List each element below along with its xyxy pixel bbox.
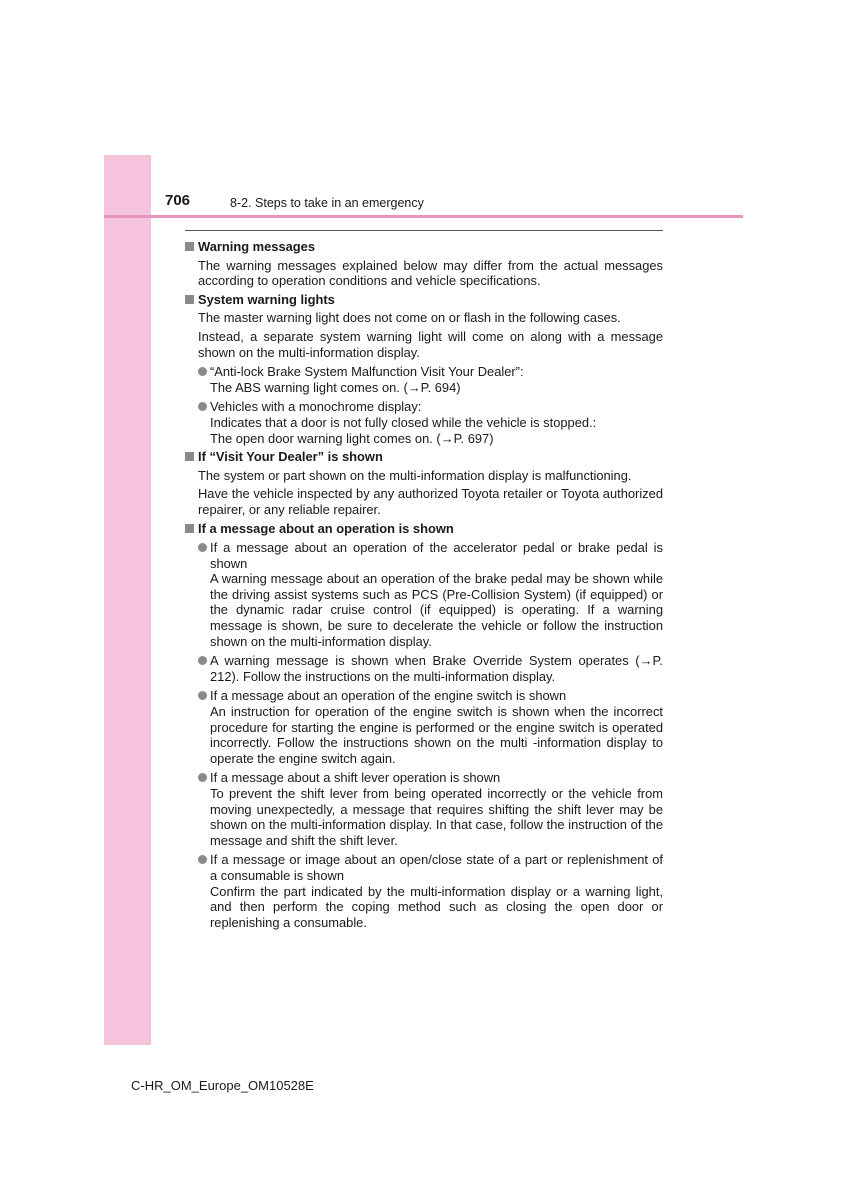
bullet-line: Confirm the part indicated by the multi-information display or a warning light, and then perform the coping method such as closing the open door or replenishing a consumable. <box>210 883 663 930</box>
bullet-line: If a message about a shift lever operation is shown <box>210 770 501 786</box>
paragraph: Have the vehicle inspected by any authorized Toyota retailer or Toyota authorized repairer, or any reliable repairer. <box>198 486 663 517</box>
round-bullet-icon <box>198 543 207 552</box>
heading-visit-your-dealer: If “Visit Your Dealer” is shown <box>185 449 663 465</box>
bullet-item <box>185 852 663 930</box>
paragraph: The master warning light does not come on or flash in the following cases. <box>198 310 621 326</box>
bullet-item <box>185 770 663 848</box>
square-bullet-icon <box>185 452 194 461</box>
heading-operation-message: If a message about an operation is shown <box>185 521 663 537</box>
round-bullet-icon <box>198 656 207 665</box>
bullet-item <box>185 653 663 684</box>
bullet-line: A warning message is shown when Brake Override System operates (→P. 212). Follow the instructions on the multi-information display. <box>210 653 663 684</box>
paragraph: Instead, a separate system warning light will come on along with a message shown on the multi-information display. <box>198 328 663 360</box>
bullet-item <box>185 399 663 446</box>
bullet-line: A warning message about an operation of the brake pedal may be shown while the driving assist systems such as PCS (Pre-Collision System) (if equipped) or the dynamic radar cruise control (if equipped) is operating. If a warning message is shown, be sure to decelerate the vehicle or follow the instruction shown on the multi-information display. <box>210 571 663 649</box>
bullet-line: Vehicles with a monochrome display: <box>210 399 422 415</box>
paragraph: The warning messages explained below may differ from the actual messages according to operation conditions and vehicle specifications. <box>198 257 663 289</box>
bullet-item <box>185 540 663 649</box>
bullet-line: If a message about an operation of the accelerator pedal or brake pedal is shown <box>210 540 663 571</box>
round-bullet-icon <box>198 691 207 700</box>
bullet-line: Indicates that a door is not fully closed while the vehicle is stopped.: <box>210 414 597 430</box>
round-bullet-icon <box>198 367 207 376</box>
content-top-rule <box>185 230 663 231</box>
bullet-item <box>185 364 663 395</box>
square-bullet-icon <box>185 242 194 251</box>
square-bullet-icon <box>185 524 194 533</box>
round-bullet-icon <box>198 402 207 411</box>
content-body <box>185 236 663 930</box>
bullet-line: “Anti-lock Brake System Malfunction Visit Your Dealer”: <box>210 364 524 380</box>
heading-system-warning-lights: System warning lights <box>185 292 663 308</box>
header-divider <box>104 215 743 218</box>
round-bullet-icon <box>198 773 207 782</box>
page-number: 706 <box>165 192 191 209</box>
square-bullet-icon <box>185 295 194 304</box>
round-bullet-icon <box>198 855 207 864</box>
bullet-line: An instruction for operation of the engine switch is shown when the incorrect procedure for starting the engine is performed or the engine switch is operated incorrectly. Follow the instructions shown on the multi -information display to operate the engine switch again. <box>210 704 663 766</box>
section-title: 8-2. Steps to take in an emergency <box>230 196 424 210</box>
bullet-line: If a message about an operation of the engine switch is shown <box>210 688 567 704</box>
bullet-item <box>185 688 663 766</box>
heading-warning-messages: Warning messages <box>185 239 663 255</box>
bullet-line: The ABS warning light comes on. (→P. 694) <box>210 379 461 395</box>
paragraph: The system or part shown on the multi-information display is malfunctioning. <box>198 467 632 483</box>
bullet-line: To prevent the shift lever from being operated incorrectly or the vehicle from moving unexpectedly, a message that requires shifting the shift lever may be shown on the multi-information display. In that case, follow the instruction of the message and shift the shift lever. <box>210 786 663 848</box>
bullet-line: The open door warning light comes on. (→P. 697) <box>210 430 494 446</box>
side-tab-strip <box>104 155 151 1045</box>
bullet-line: If a message or image about an open/close state of a part or replenishment of a consumable is shown <box>210 852 663 883</box>
document-code: C-HR_OM_Europe_OM10528E <box>131 1078 314 1093</box>
